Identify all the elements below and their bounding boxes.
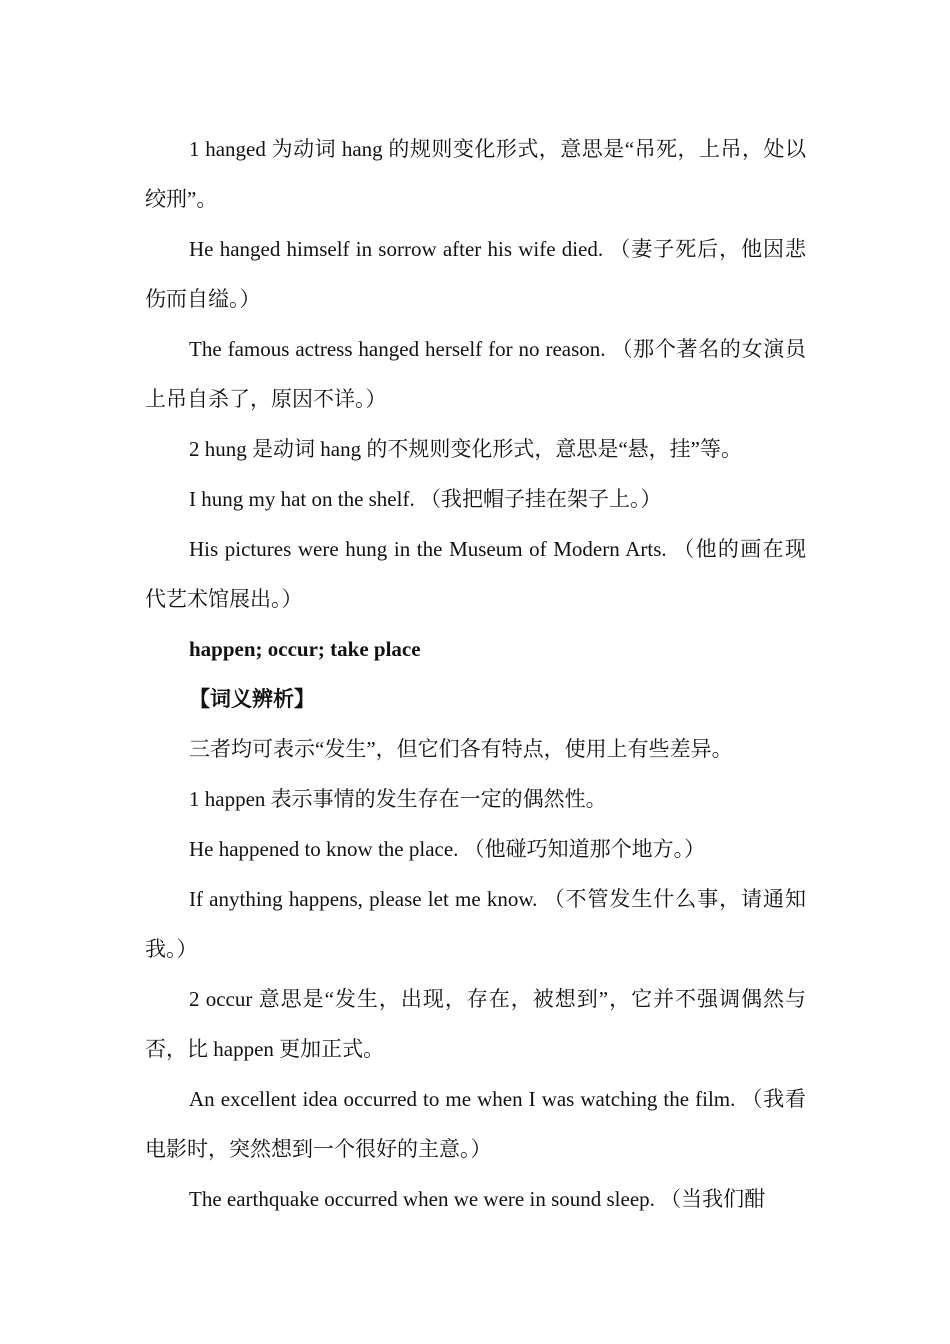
example-sentence: I hung my hat on the shelf. （我把帽子挂在架子上。） [189,487,662,511]
paragraph: 三者均可表示“发生”，但它们各有特点，使用上有些差异。 [189,737,733,761]
example-sentence: The earthquake occurred when we were in sound sleep. （当我们酣 [189,1187,766,1211]
example-sentence: The famous actress hanged herself for no reason. （那个著名的女演员上吊自杀了，原因不详。） [145,337,806,411]
example-sentence: He hanged himself in sorrow after his wife died. （妻子死后，他因悲伤而自缢。） [145,237,806,311]
example-sentence: If anything happens, please let me know. （不管发生什么事，请通知我。） [145,887,806,961]
subsection-heading: 【词义辨析】 [189,687,315,711]
document-body [145,124,806,1224]
paragraph: 2 occur 意思是“发生，出现，存在，被想到”，它并不强调偶然与否，比 happen 更加正式。 [145,987,806,1061]
example-sentence: His pictures were hung in the Museum of Modern Arts. （他的画在现代艺术馆展出。） [145,537,806,611]
paragraph: 1 hanged 为动词 hang 的规则变化形式，意思是“吊死，上吊，处以绞刑”。 [145,137,806,211]
example-sentence: An excellent idea occurred to me when I was watching the film. （我看电影时，突然想到一个很好的主意。） [145,1087,806,1161]
example-sentence: He happened to know the place. （他碰巧知道那个地方。） [189,837,706,861]
paragraph: 1 happen 表示事情的发生存在一定的偶然性。 [189,787,607,811]
section-heading: happen; occur; take place [189,637,421,661]
paragraph: 2 hung 是动词 hang 的不规则变化形式，意思是“悬，挂”等。 [189,437,742,461]
